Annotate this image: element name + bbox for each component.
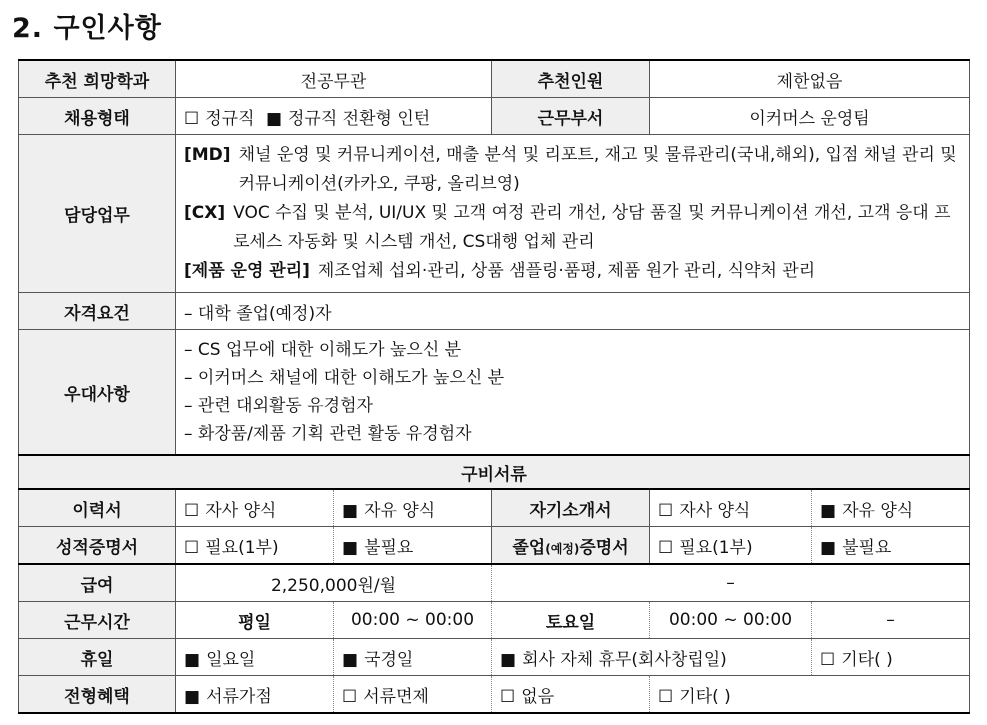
unchecked-box-icon[interactable]: ☐ [184,500,200,521]
page-title: 2. 구인사항 [12,13,162,44]
row-qualification [19,293,970,330]
transcript-option-required-label: 필요(1부) [205,537,279,558]
graduation-label-part: 졸업 [512,537,546,558]
salary-label: 급여 [19,564,176,602]
holiday-option-other-label: 기타( ) [841,649,893,670]
row-duties [19,135,970,293]
weekday-label: 평일 [176,602,334,639]
duty-tag: [제품 운영 관리] [184,261,310,281]
duties-list [176,135,970,293]
transcript-option-notrequired-label: 불필요 [364,537,414,558]
employment-option-intern: 정규직 전환형 인턴 [288,108,431,129]
row-hours [19,602,970,639]
transcript-label: 성적증명서 [19,527,176,565]
preference-label: 우대사항 [19,330,176,456]
employment-options [176,98,492,135]
transcript-option-notrequired [334,527,492,565]
resume-option-free-label: 자유 양식 [364,500,436,521]
graduation-option-notrequired [812,527,970,565]
resume-option-free [334,489,492,527]
duty-tag: [MD] [184,145,231,165]
row-salary [19,564,970,602]
unchecked-box-icon[interactable]: ☐ [500,686,516,707]
workdept-label: 근무부서 [492,98,650,135]
duty-text: VOC 수집 및 분석, UI/UX 및 고객 여정 관리 개선, 상담 품질 및 커뮤니케이션 개선, 고객 응대 프로세스 자동화 및 시스템 개선, CS대행 업체 관리 [233,203,951,252]
holiday-option-national [334,639,492,676]
headcount-label: 추천인원 [492,60,650,98]
checked-box-icon[interactable]: ■ [820,537,837,558]
intro-option-company [650,489,812,527]
graduation-cert-label [492,527,650,565]
intro-option-free-label: 자유 양식 [842,500,914,521]
benefit-label: 전형혜택 [19,676,176,714]
unchecked-box-icon[interactable]: ☐ [658,500,674,521]
benefit-option-bonus-label: 서류가점 [206,686,272,707]
preference-item: – 화장품/제품 기획 관련 활동 유경험자 [184,424,472,444]
employment-label: 채용형태 [19,98,176,135]
duty-item [184,141,961,199]
benefit-option-exempt [334,676,492,714]
preference-item: – CS 업무에 대한 이해도가 높으신 분 [184,340,462,360]
holiday-option-national-label: 국경일 [364,649,414,670]
graduation-label-cert: 증명서 [579,537,629,558]
row-resume [19,489,970,527]
preference-item: – 이커머스 채널에 대한 이해도가 높으신 분 [184,368,505,388]
unchecked-box-icon[interactable]: ☐ [184,537,200,558]
hours-label: 근무시간 [19,602,176,639]
transcript-option-required [176,527,334,565]
checked-box-icon[interactable]: ■ [342,500,359,521]
intro-label: 자기소개서 [492,489,650,527]
intro-option-company-label: 자사 양식 [679,500,751,521]
workdept-value: 이커머스 운영팀 [650,98,970,135]
saturday-label: 토요일 [492,602,650,639]
row-documents-header [19,455,970,489]
holiday-option-other [812,639,970,676]
salary-other: – [492,564,970,602]
duty-tag: [CX] [184,203,226,223]
graduation-label-expected: (예정) [545,541,580,556]
salary-value: 2,250,000원/월 [176,564,492,602]
resume-option-company-label: 자사 양식 [205,500,277,521]
benefit-option-other [650,676,970,714]
preference-list [176,330,970,456]
row-preferences [19,330,970,456]
checked-box-icon[interactable]: ■ [820,500,837,521]
dept-label: 추천 희망학과 [19,60,176,98]
job-posting-table [18,59,970,714]
graduation-option-required-label: 필요(1부) [679,537,753,558]
benefit-option-exempt-label: 서류면제 [363,686,429,707]
duty-text: 채널 운영 및 커뮤니케이션, 매출 분석 및 리포트, 재고 및 물류관리(국내,해외), 입점 채널 관리 및 커뮤니케이션(카카오, 쿠팡, 올리브영) [238,145,957,194]
saturday-hours: 00:00 ~ 00:00 [650,602,812,639]
checked-box-icon[interactable]: ■ [342,537,359,558]
unchecked-box-icon[interactable]: ☐ [658,537,674,558]
checked-box-icon[interactable]: ■ [184,649,201,670]
benefit-option-none-label: 없음 [521,686,555,707]
holiday-option-sunday [176,639,334,676]
unchecked-box-icon[interactable]: ☐ [184,108,200,129]
unchecked-box-icon[interactable]: ☐ [820,649,836,670]
checked-box-icon[interactable]: ■ [342,649,359,670]
checked-box-icon[interactable]: ■ [500,649,517,670]
benefit-option-bonus [176,676,334,714]
headcount-value: 제한없음 [650,60,970,98]
preference-item: – 관련 대외활동 유경험자 [184,396,373,416]
holiday-label: 휴일 [19,639,176,676]
graduation-option-required [650,527,812,565]
resume-label: 이력서 [19,489,176,527]
duty-item [184,199,961,257]
resume-option-company [176,489,334,527]
intro-option-free [812,489,970,527]
dept-value: 전공무관 [176,60,492,98]
row-benefit [19,676,970,714]
duty-text: 제조업체 섭외·관리, 상품 샘플링·품평, 제품 원가 관리, 식약처 관리 [317,261,816,281]
weekday-hours: 00:00 ~ 00:00 [334,602,492,639]
duties-label: 담당업무 [19,135,176,293]
checked-box-icon[interactable]: ■ [184,686,201,707]
unchecked-box-icon[interactable]: ☐ [658,686,674,707]
qualification-value: – 대학 졸업(예정)자 [176,293,970,330]
row-employment [19,98,970,135]
benefit-option-other-label: 기타( ) [679,686,731,707]
holiday-option-company-label: 회사 자체 휴무(회사창립일) [522,649,727,670]
hours-other: – [812,602,970,639]
unchecked-box-icon[interactable]: ☐ [342,686,358,707]
employment-option-fulltime: 정규직 [205,108,255,129]
qualification-label: 자격요건 [19,293,176,330]
checked-box-icon[interactable]: ■ [265,108,282,129]
graduation-option-notrequired-label: 불필요 [842,537,892,558]
duty-item [184,257,961,286]
benefit-option-none [492,676,650,714]
row-department [19,60,970,98]
holiday-option-company [492,639,812,676]
holiday-option-sunday-label: 일요일 [206,649,256,670]
documents-section-title: 구비서류 [19,455,970,489]
row-holiday [19,639,970,676]
row-transcript [19,527,970,565]
